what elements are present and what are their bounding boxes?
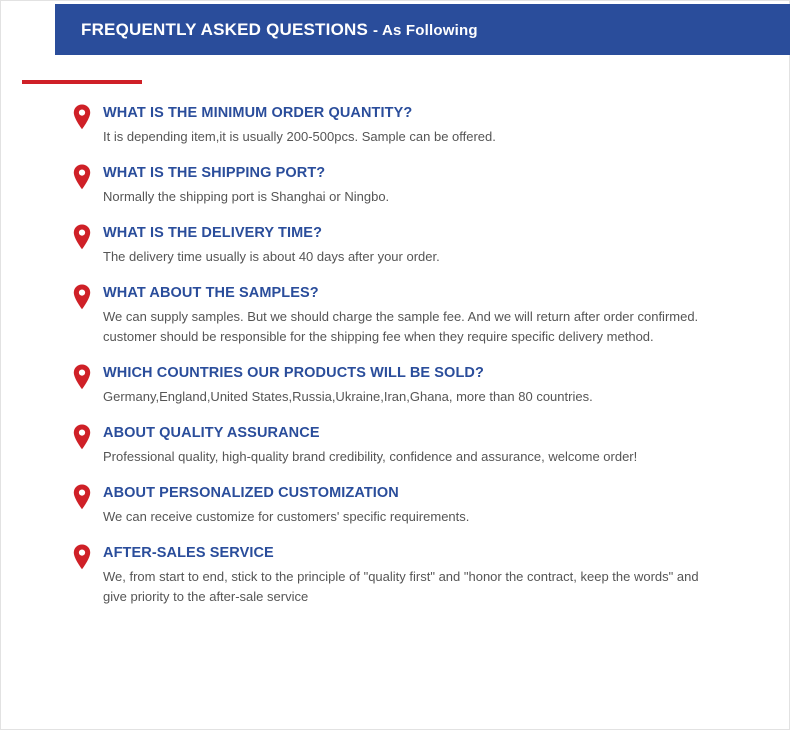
page-title-main: FREQUENTLY ASKED QUESTIONS [81,20,369,39]
faq-answer: Normally the shipping port is Shanghai or Ningbo. [103,189,390,204]
faq-header-banner [55,4,790,55]
faq-answer: Professional quality, high-quality brand credibility, confidence and assurance, welcome order! [103,449,638,464]
page-title-sub: - As Following [372,22,478,39]
faq-question: ABOUT QUALITY ASSURANCE [103,425,320,441]
faq-item [72,484,712,527]
page-title [81,20,478,40]
map-pin-icon [72,284,92,310]
faq-list [72,104,712,624]
faq-item [72,104,712,147]
faq-answer: We, from start to end, stick to the principle of "quality first" and "honor the contract, keep the words" and give priority to the after-sale service [103,569,699,604]
red-accent-divider [22,80,142,84]
map-pin-icon [72,364,92,390]
faq-question: WHAT IS THE MINIMUM ORDER QUANTITY? [103,105,413,121]
faq-answer: It is depending item,it is usually 200-500pcs. Sample can be offered. [103,129,496,144]
faq-question: WHAT IS THE SHIPPING PORT? [103,165,326,181]
map-pin-icon [72,224,92,250]
faq-answer: We can supply samples. But we should charge the sample fee. And we will return after order confirmed. customer should be responsible for the shipping fee when they require specific delivery method. [103,309,699,344]
faq-item [72,424,712,467]
faq-item [72,284,712,347]
faq-question: WHAT IS THE DELIVERY TIME? [103,225,323,241]
faq-question: WHAT ABOUT THE SAMPLES? [103,285,319,301]
map-pin-icon [72,544,92,570]
map-pin-icon [72,484,92,510]
faq-answer: The delivery time usually is about 40 days after your order. [103,249,440,264]
map-pin-icon [72,424,92,450]
map-pin-icon [72,104,92,130]
faq-item [72,224,712,267]
faq-question: AFTER-SALES SERVICE [103,545,274,561]
faq-question: ABOUT PERSONALIZED CUSTOMIZATION [103,485,399,501]
map-pin-icon [72,164,92,190]
faq-answer: Germany,England,United States,Russia,Ukraine,Iran,Ghana, more than 80 countries. [103,389,593,404]
faq-question: WHICH COUNTRIES OUR PRODUCTS WILL BE SOLD? [103,365,484,381]
faq-item [72,364,712,407]
faq-item [72,544,712,607]
faq-answer: We can receive customize for customers' specific requirements. [103,509,470,524]
faq-item [72,164,712,207]
